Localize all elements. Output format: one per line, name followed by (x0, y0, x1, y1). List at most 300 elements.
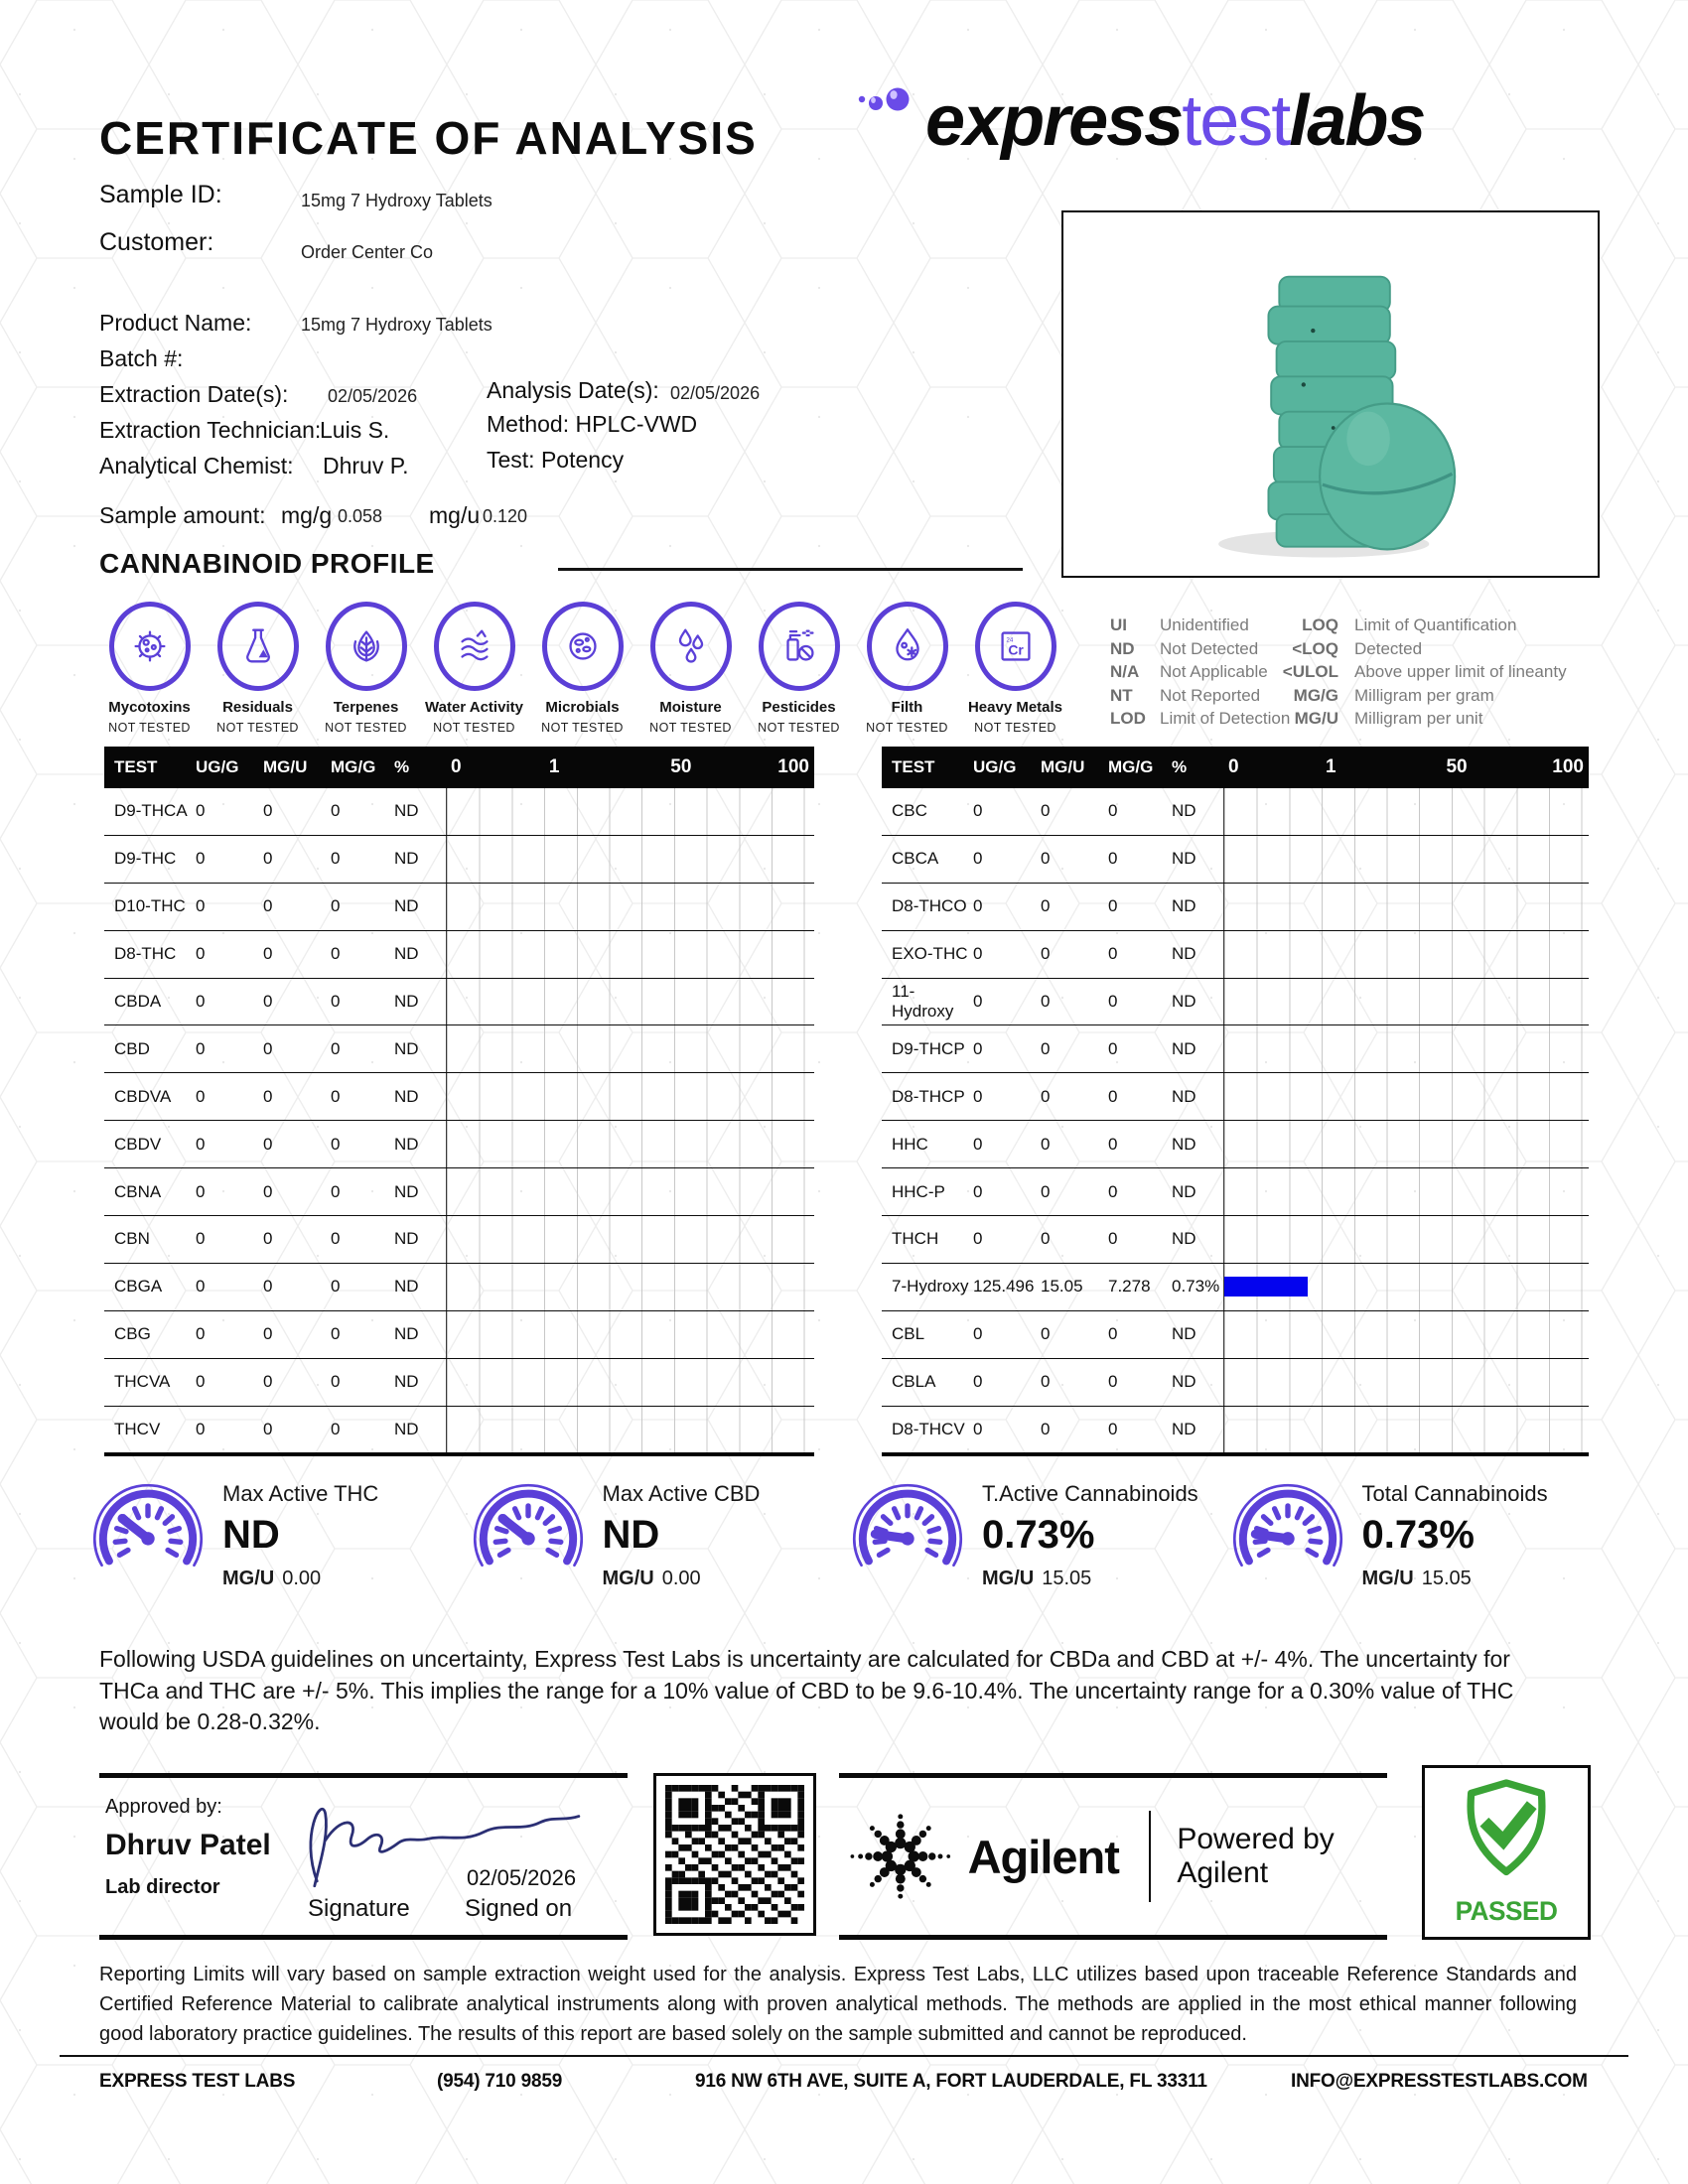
summary-gauges (87, 1473, 1607, 1599)
water-activity-icon (434, 602, 515, 691)
panel-status: NOT TESTED (758, 721, 840, 735)
gauge-icon (1227, 1473, 1348, 1594)
method-value: HPLC-VWD (575, 411, 698, 437)
bar-cell (1223, 1025, 1589, 1072)
analyte-name: THCH (892, 1229, 939, 1249)
percent-value: ND (1172, 849, 1196, 869)
moisture-icon (650, 602, 732, 691)
mg-u-value: 0 (263, 1372, 273, 1392)
gauge-unit-label: MG/U (982, 1568, 1035, 1589)
table-row-cbdv (104, 1121, 814, 1168)
mg-g-value: 0 (1108, 801, 1118, 821)
legend-desc: Not Applicable (1160, 662, 1268, 681)
gauge-value: ND (222, 1513, 280, 1557)
ug-g-value: 0 (973, 1181, 983, 1201)
legend-code: ND (1110, 638, 1135, 658)
product-photo (1061, 210, 1600, 578)
mg-u-value: 0 (263, 1038, 273, 1058)
bar-cell (446, 884, 814, 930)
ug-g-value: 0 (196, 896, 206, 916)
footer-phone: (954) 710 9859 (437, 2071, 563, 2092)
screening-panel-microbials (528, 602, 636, 735)
column-header: MG/G (331, 757, 376, 776)
analytical-chemist-label: Analytical Chemist: (99, 453, 294, 478)
footer-rule (60, 2055, 1628, 2057)
panel-status: NOT TESTED (866, 721, 948, 735)
ug-g-value: 0 (196, 801, 206, 821)
table-row-hhc-p (882, 1168, 1589, 1216)
signature-label: Signature (308, 1895, 410, 1922)
ug-g-value: 0 (196, 992, 206, 1011)
uncertainty-note: Following USDA guidelines on uncertainty, Express Test Labs is uncertainty are calculated for CBDa and CBD at +/- 4%. The uncertainty for THCa and THC are +/- 5%. This implies the range for a 10% value of CBD to be 9.6-10.4%. The uncertainty range for a 0.30% value of THC would be 0.28-0.32%. (99, 1646, 1514, 1735)
bar-cell (1223, 1168, 1589, 1215)
gauge-title: Max Active CBD (602, 1481, 761, 1506)
mg-g-value: 0 (331, 1181, 341, 1201)
logo-word-test: test (1182, 81, 1290, 161)
bar-cell (1223, 1264, 1589, 1310)
mg-g-value: 0 (331, 849, 341, 869)
agilent-divider (1149, 1811, 1151, 1902)
gauge-value: 0.73% (982, 1513, 1095, 1557)
legend-row (1259, 660, 1567, 684)
percent-value: ND (1172, 1372, 1196, 1392)
mg-u-value: 0 (1041, 1038, 1051, 1058)
page-title: CERTIFICATE OF ANALYSIS (99, 112, 758, 164)
mg-u-value: 0 (1041, 1324, 1051, 1344)
gauge-value: ND (602, 1513, 660, 1557)
analyte-name: CBNA (114, 1181, 162, 1201)
ug-g-value: 0 (196, 1420, 206, 1439)
mg-g-label: mg/g (281, 502, 333, 528)
extraction-technician-value: Luis S. (320, 417, 390, 443)
bar-scale (446, 747, 814, 788)
gauge-title: T.Active Cannabinoids (982, 1481, 1198, 1506)
ug-g-value: 0 (196, 1086, 206, 1106)
table-row-7-hydroxy (882, 1264, 1589, 1311)
mg-g-value: 0 (331, 1277, 341, 1297)
microbials-icon (542, 602, 624, 691)
ug-g-value: 0 (973, 801, 983, 821)
ug-g-value: 0 (196, 1229, 206, 1249)
extraction-dates-label: Extraction Date(s): (99, 381, 289, 407)
batch-label: Batch #: (99, 345, 184, 371)
percent-value: ND (1172, 1134, 1196, 1154)
column-header: TEST (892, 757, 935, 776)
percent-value: 0.73% (1172, 1277, 1220, 1297)
gauge-dial (847, 1473, 968, 1599)
gauge-unit-label: MG/U (602, 1568, 654, 1589)
legend-code: LOD (1110, 709, 1146, 728)
agilent-box (839, 1773, 1387, 1940)
bar-cell (1223, 884, 1589, 930)
analyte-name: CBGA (114, 1277, 163, 1297)
ug-g-value: 0 (973, 1086, 983, 1106)
gauge-text (1362, 1473, 1548, 1599)
scale-label: 50 (670, 756, 692, 777)
logo-bubbles-icon (856, 87, 919, 152)
ug-g-value: 0 (196, 1038, 206, 1058)
legend-code: MG/U (1294, 709, 1338, 728)
analyte-name: D9-THCA (114, 801, 188, 821)
table-row-cbl (882, 1311, 1589, 1359)
residuals-icon (217, 602, 299, 691)
column-header: % (394, 757, 410, 776)
column-header: MG/G (1108, 757, 1154, 776)
percent-value: ND (394, 1229, 419, 1249)
analyte-name: EXO-THC (892, 944, 968, 964)
mg-g-value: 0 (331, 1372, 341, 1392)
mg-u-value: 15.05 (1041, 1277, 1083, 1297)
mg-u-value: 0 (263, 944, 273, 964)
heavy-metals-icon (975, 602, 1056, 691)
mg-g-value: 0 (331, 992, 341, 1011)
scale-label: 100 (777, 756, 809, 777)
percent-value: ND (394, 1038, 419, 1058)
test-line (487, 447, 624, 474)
ug-g-value: 0 (973, 1134, 983, 1154)
panel-name: Filth (891, 699, 923, 716)
scale-label: 1 (548, 756, 560, 777)
bar-cell (446, 1359, 814, 1406)
mg-u-value: 0 (263, 1086, 273, 1106)
gauge-dial (1227, 1473, 1348, 1599)
legend-code: <ULOL (1282, 662, 1338, 681)
customer-value: Order Center Co (301, 242, 434, 262)
bar-cell (1223, 1073, 1589, 1120)
mg-g-value: 0 (331, 896, 341, 916)
mg-u-label: mg/u (429, 502, 481, 528)
analysis-dates-label: Analysis Date(s): (487, 377, 659, 403)
bar-cell (446, 1407, 814, 1453)
ug-g-value: 0 (973, 1038, 983, 1058)
customer-label: Customer: (99, 228, 214, 256)
percent-value: ND (1172, 896, 1196, 916)
sample-amount-label: Sample amount: (99, 502, 266, 528)
ug-g-value: 125.496 (973, 1277, 1035, 1297)
table-row-d9-thca (104, 788, 814, 836)
ug-g-value: 0 (196, 944, 206, 964)
panel-status: NOT TESTED (649, 721, 732, 735)
table-row-cbc (882, 788, 1589, 836)
panel-name: Terpenes (333, 699, 399, 716)
signed-on-date: 02/05/2026 (467, 1865, 577, 1890)
bar-cell (1223, 1407, 1589, 1453)
bar-cell (1223, 788, 1589, 835)
test-value: Potency (540, 447, 625, 473)
product-name-label: Product Name: (99, 310, 252, 336)
gauge-title: Max Active THC (222, 1481, 379, 1506)
mg-u-value: 0 (1041, 1372, 1051, 1392)
not-tested-panels (95, 602, 1073, 735)
shield-check-icon (1455, 1776, 1558, 1893)
percent-value: ND (394, 1372, 419, 1392)
gauge-unit (603, 1568, 761, 1590)
legend-column-2 (1259, 614, 1567, 731)
ug-g-value: 0 (973, 992, 983, 1011)
mg-u-value: 0 (263, 896, 273, 916)
mg-g-value: 0 (1108, 1038, 1118, 1058)
screening-panel-moisture (636, 602, 745, 735)
percent-value: ND (394, 1134, 419, 1154)
analyte-name: D8-THCP (892, 1086, 965, 1106)
ug-g-value: 0 (196, 1277, 206, 1297)
analysis-dates-value: 02/05/2026 (670, 383, 761, 403)
legend-code: NT (1110, 685, 1133, 705)
legend-desc: Detected (1354, 638, 1423, 658)
legend-desc: Unidentified (1160, 615, 1249, 634)
ug-g-value: 0 (973, 896, 983, 916)
table-row-d9-thcp (882, 1025, 1589, 1073)
table-header-row (104, 747, 814, 788)
bar-cell (446, 1168, 814, 1215)
gauge-unit-value: 0.00 (661, 1568, 701, 1589)
gauge-total-cannabinoids (1227, 1473, 1608, 1599)
mg-g-value: 0 (1108, 849, 1118, 869)
approved-by-label: Approved by: (105, 1796, 222, 1818)
mg-u-value: 0 (263, 1420, 273, 1439)
legend-desc: Milligram per gram (1354, 685, 1494, 705)
legend-row (1259, 614, 1567, 637)
screening-panel-heavy-metals (961, 602, 1069, 735)
analyte-name: THCVA (114, 1372, 171, 1392)
bar-cell (446, 1216, 814, 1263)
analytical-chemist-value: Dhruv P. (323, 453, 409, 478)
ug-g-value: 0 (973, 849, 983, 869)
legend-code: <LOQ (1292, 638, 1338, 658)
panel-name: Water Activity (425, 699, 523, 716)
mg-g-value: 0 (331, 1134, 341, 1154)
panel-status: NOT TESTED (974, 721, 1056, 735)
column-header: UG/G (973, 757, 1017, 776)
approver-role: Lab director (105, 1876, 220, 1898)
extraction-dates-value: 02/05/2026 (328, 386, 418, 406)
gauge-dial (468, 1473, 589, 1599)
percent-value: ND (394, 1420, 419, 1439)
mg-u-value: 0 (1041, 1086, 1051, 1106)
product-name-value: 15mg 7 Hydroxy Tablets (301, 315, 492, 335)
gauge-text (982, 1473, 1198, 1599)
ug-g-value: 0 (973, 1420, 983, 1439)
gauge-text (222, 1473, 378, 1599)
mg-u-value: 0 (1041, 849, 1051, 869)
table-row-d8-thcp (882, 1073, 1589, 1121)
screening-panel-residuals (204, 602, 312, 735)
scale-label: 50 (1446, 756, 1468, 777)
panel-name: Heavy Metals (967, 699, 1063, 716)
analyte-name: CBD (114, 1038, 150, 1058)
analyte-name: CBDA (114, 992, 162, 1011)
legend-desc: Above upper limit of lineanty (1354, 662, 1567, 681)
approver-name: Dhruv Patel (105, 1829, 271, 1861)
table-row-11-hydroxy (882, 979, 1589, 1026)
signed-on-label: Signed on (465, 1895, 573, 1922)
mg-u-value: 0 (1041, 1134, 1051, 1154)
bar-cell (1223, 1216, 1589, 1263)
gauge-dial (87, 1473, 209, 1599)
gauge-max-active-thc (87, 1473, 468, 1599)
mg-u-value: 0 (1041, 896, 1051, 916)
screening-panel-pesticides (745, 602, 853, 735)
bar-cell (446, 836, 814, 883)
bar-cell (1223, 1121, 1589, 1167)
section-title: CANNABINOID PROFILE (99, 548, 435, 579)
analyte-name: CBDVA (114, 1086, 172, 1106)
screening-panel-filth (853, 602, 961, 735)
panel-status: NOT TESTED (433, 721, 515, 735)
mg-g-value: 0 (1108, 1324, 1118, 1344)
percent-value: ND (394, 1324, 419, 1344)
gauge-unit-value: 15.05 (1421, 1568, 1472, 1589)
analyte-name: D9-THC (114, 849, 177, 869)
percent-value: ND (394, 849, 419, 869)
percent-value: ND (1172, 1086, 1196, 1106)
gauge-text (603, 1473, 761, 1599)
panel-status: NOT TESTED (325, 721, 407, 735)
analyte-name: 11-Hydroxy (892, 982, 954, 1021)
mg-g-value: 0.058 (338, 506, 383, 526)
ug-g-value: 0 (973, 1324, 983, 1344)
terpenes-icon (326, 602, 407, 691)
logo-word-labs: labs (1289, 81, 1425, 161)
gauge-unit-label: MG/U (222, 1568, 275, 1589)
bar-cell (446, 1073, 814, 1120)
mg-g-value: 0 (1108, 1420, 1118, 1439)
legend-row (1259, 684, 1567, 708)
ug-g-value: 0 (973, 1229, 983, 1249)
bar-cell (1223, 1359, 1589, 1406)
bar-cell (1223, 931, 1589, 978)
legend-code: MG/G (1293, 685, 1338, 705)
percent-value: ND (1172, 801, 1196, 821)
gauge-max-active-cbd (468, 1473, 848, 1599)
percent-value: ND (394, 1277, 419, 1297)
legend-code: N/A (1110, 662, 1140, 681)
bar-cell (446, 931, 814, 978)
legend-desc: Limit of Detection (1160, 709, 1291, 728)
panel-name: Microbials (545, 699, 620, 716)
logo-word-express: express (925, 81, 1183, 161)
panel-name: Mycotoxins (108, 699, 191, 716)
bar-cell (1223, 979, 1589, 1025)
percent-value: ND (394, 992, 419, 1011)
column-header: MG/U (263, 757, 308, 776)
mg-u-value: 0 (1041, 992, 1051, 1011)
mg-g-value: 0 (331, 944, 341, 964)
legend-desc: Not Reported (1160, 685, 1261, 705)
gauge-title: Total Cannabinoids (1361, 1481, 1548, 1506)
mg-u-value: 0 (263, 1229, 273, 1249)
analyte-name: D9-THCP (892, 1038, 965, 1058)
column-header: TEST (114, 757, 158, 776)
mg-u-value: 0 (263, 1181, 273, 1201)
percent-value: ND (394, 1181, 419, 1201)
mg-g-value: 0 (331, 801, 341, 821)
analyte-name: THCV (114, 1420, 161, 1439)
agilent-spark-icon (839, 1782, 962, 1931)
panel-name: Pesticides (762, 699, 836, 716)
mg-u-value: 0 (263, 1324, 273, 1344)
screening-panel-water-activity (420, 602, 528, 735)
table-row-cbd (104, 1025, 814, 1073)
table-row-d9-thc (104, 836, 814, 884)
table-row-cbdva (104, 1073, 814, 1121)
gauge-t-active-cannabinoids (847, 1473, 1227, 1599)
gauge-unit-label: MG/U (1361, 1568, 1414, 1589)
analyte-name: CBN (114, 1229, 150, 1249)
table-row-hhc (882, 1121, 1589, 1168)
mycotoxins-icon (109, 602, 191, 691)
panel-status: NOT TESTED (216, 721, 299, 735)
analyte-name: CBCA (892, 849, 939, 869)
mg-g-value: 0 (1108, 1372, 1118, 1392)
bar-cell (446, 1311, 814, 1358)
mg-g-value: 0 (1108, 992, 1118, 1011)
table-row-d8-thc (104, 931, 814, 979)
analyte-name: CBG (114, 1324, 151, 1344)
table-row-d8-thcv (882, 1407, 1589, 1454)
footer-company: EXPRESS TEST LABS (99, 2071, 296, 2092)
percent-value: ND (1172, 1038, 1196, 1058)
table-row-cbda (104, 979, 814, 1026)
table-row-d8-thco (882, 884, 1589, 931)
test-label: Test: (487, 447, 535, 473)
legend-desc: Limit of Quantification (1354, 615, 1517, 634)
table-header-row (882, 747, 1589, 788)
mg-g-value: 0 (331, 1229, 341, 1249)
table-row-cbna (104, 1168, 814, 1216)
table-row-thch (882, 1216, 1589, 1264)
mg-g-value: 0 (331, 1038, 341, 1058)
ug-g-value: 0 (973, 944, 983, 964)
panel-name: Residuals (222, 699, 293, 716)
mg-u-value: 0 (263, 1134, 273, 1154)
table-row-thcva (104, 1359, 814, 1407)
analyte-name: HHC (892, 1134, 928, 1154)
scale-label: 0 (1228, 756, 1239, 777)
bar-cell (446, 1121, 814, 1167)
legend-desc: Not Detected (1160, 638, 1259, 658)
method-label: Method: (487, 411, 570, 437)
analyte-name: D8-THC (114, 944, 177, 964)
column-header: % (1172, 757, 1188, 776)
analyte-name: CBLA (892, 1372, 936, 1392)
column-header: UG/G (196, 757, 239, 776)
bar-cell (446, 979, 814, 1025)
bar-scale (1223, 747, 1589, 788)
percent-value: ND (1172, 944, 1196, 964)
analyte-name: CBDV (114, 1134, 162, 1154)
analyte-name: D8-THCO (892, 896, 967, 916)
ug-g-value: 0 (196, 1324, 206, 1344)
cannabinoid-table-left (104, 747, 814, 1456)
table-row-cbg (104, 1311, 814, 1359)
mg-u-value: 0 (1041, 944, 1051, 964)
analyte-name: D10-THC (114, 896, 186, 916)
mg-u-value: 0 (263, 849, 273, 869)
mg-u-value: 0 (263, 1277, 273, 1297)
bar-cell (446, 1025, 814, 1072)
gauge-unit (222, 1568, 378, 1590)
mg-g-value: 7.278 (1108, 1277, 1151, 1297)
passed-label: PASSED (1455, 1896, 1558, 1926)
percent-value: ND (394, 1086, 419, 1106)
mg-g-value: 0 (1108, 1134, 1118, 1154)
ug-g-value: 0 (196, 1134, 206, 1154)
extraction-technician-label: Extraction Technician: (99, 417, 322, 443)
cannabinoid-table-right (882, 747, 1589, 1456)
sample-id-value: 15mg 7 Hydroxy Tablets (301, 191, 492, 210)
ug-g-value: 0 (973, 1372, 983, 1392)
